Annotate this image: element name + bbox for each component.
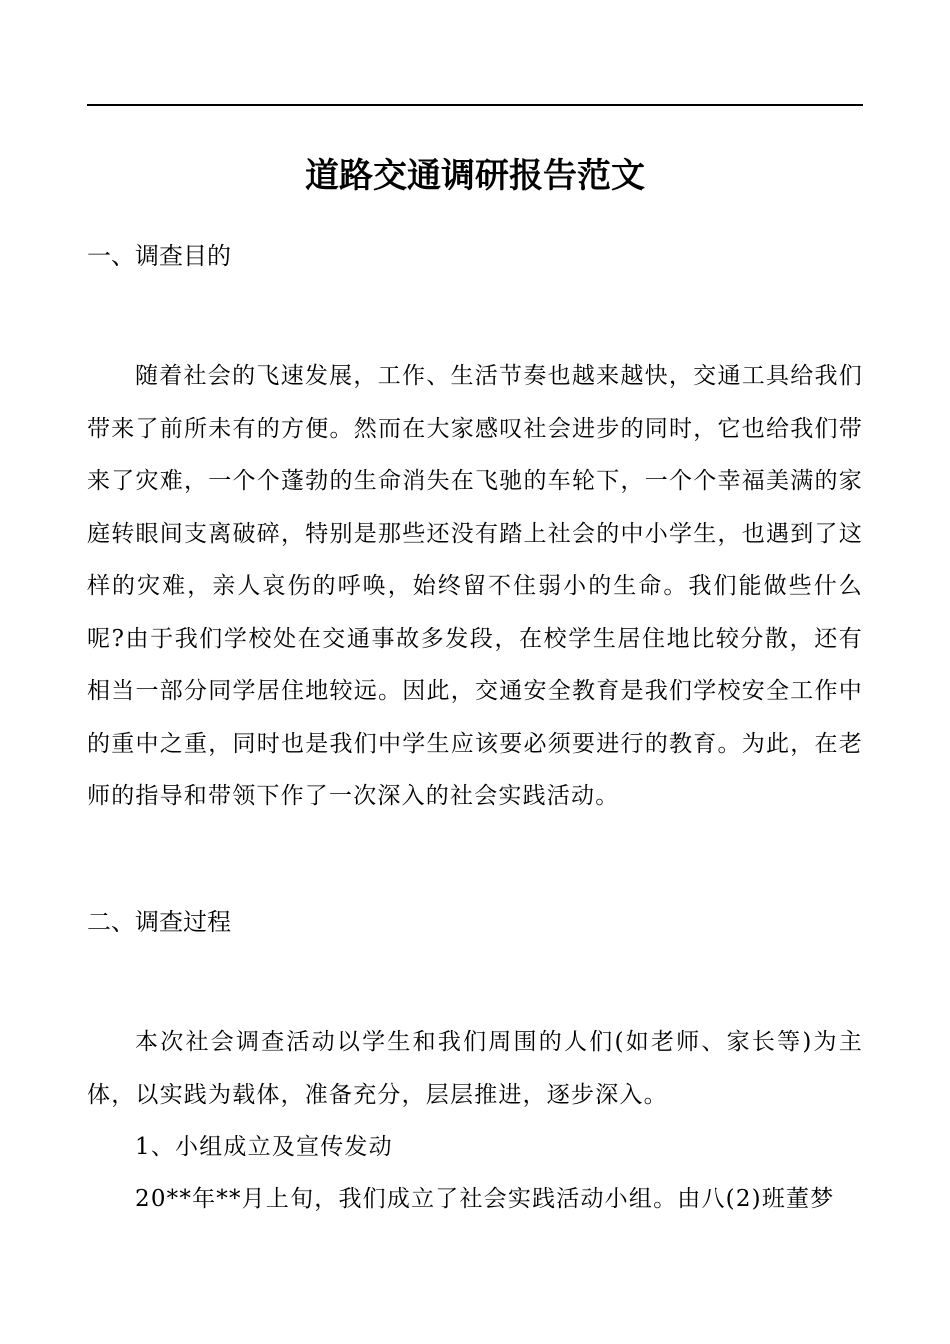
paragraph-process-intro: 本次社会调查活动以学生和我们周围的人们(如老师、家长等)为主体，以实践为载体，准备充分，层层推进，逐步深入。	[87, 1029, 863, 1108]
paragraph-group-detail: 20**年**月上旬，我们成立了社会实践活动小组。由八(2)班董梦	[135, 1186, 835, 1212]
paragraph-subheading-group: 1、小组成立及宣传发动	[135, 1134, 393, 1160]
header-rule	[87, 104, 863, 106]
section-heading-process: 二、调查过程	[87, 908, 231, 936]
document-title: 道路交通调研报告范文	[305, 156, 645, 196]
section-heading-purpose: 一、调查目的	[87, 242, 231, 270]
paragraph-purpose: 随着社会的飞速发展，工作、生活节奏也越来越快，交通工具给我们带来了前所未有的方便。然而在大家感叹社会进步的同时，它也给我们带来了灾难，一个个蓬勃的生命消失在飞驰的车轮下，一个个幸福美满的家庭转眼间支离破碎，特别是那些还没有踏上社会的中小学生，也遇到了这样的灾难，亲人哀伤的呼唤，始终留不住弱小的生命。我们能做些什么呢?由于我们学校处在交通事故多发段，在校学生居住地比较分散，还有相当一部分同学居住地较远。因此，交通安全教育是我们学校安全工作中的重中之重，同时也是我们中学生应该要必须要进行的教育。为此，在老师的指导和带领下作了一次深入的社会实践活动。	[87, 363, 863, 809]
